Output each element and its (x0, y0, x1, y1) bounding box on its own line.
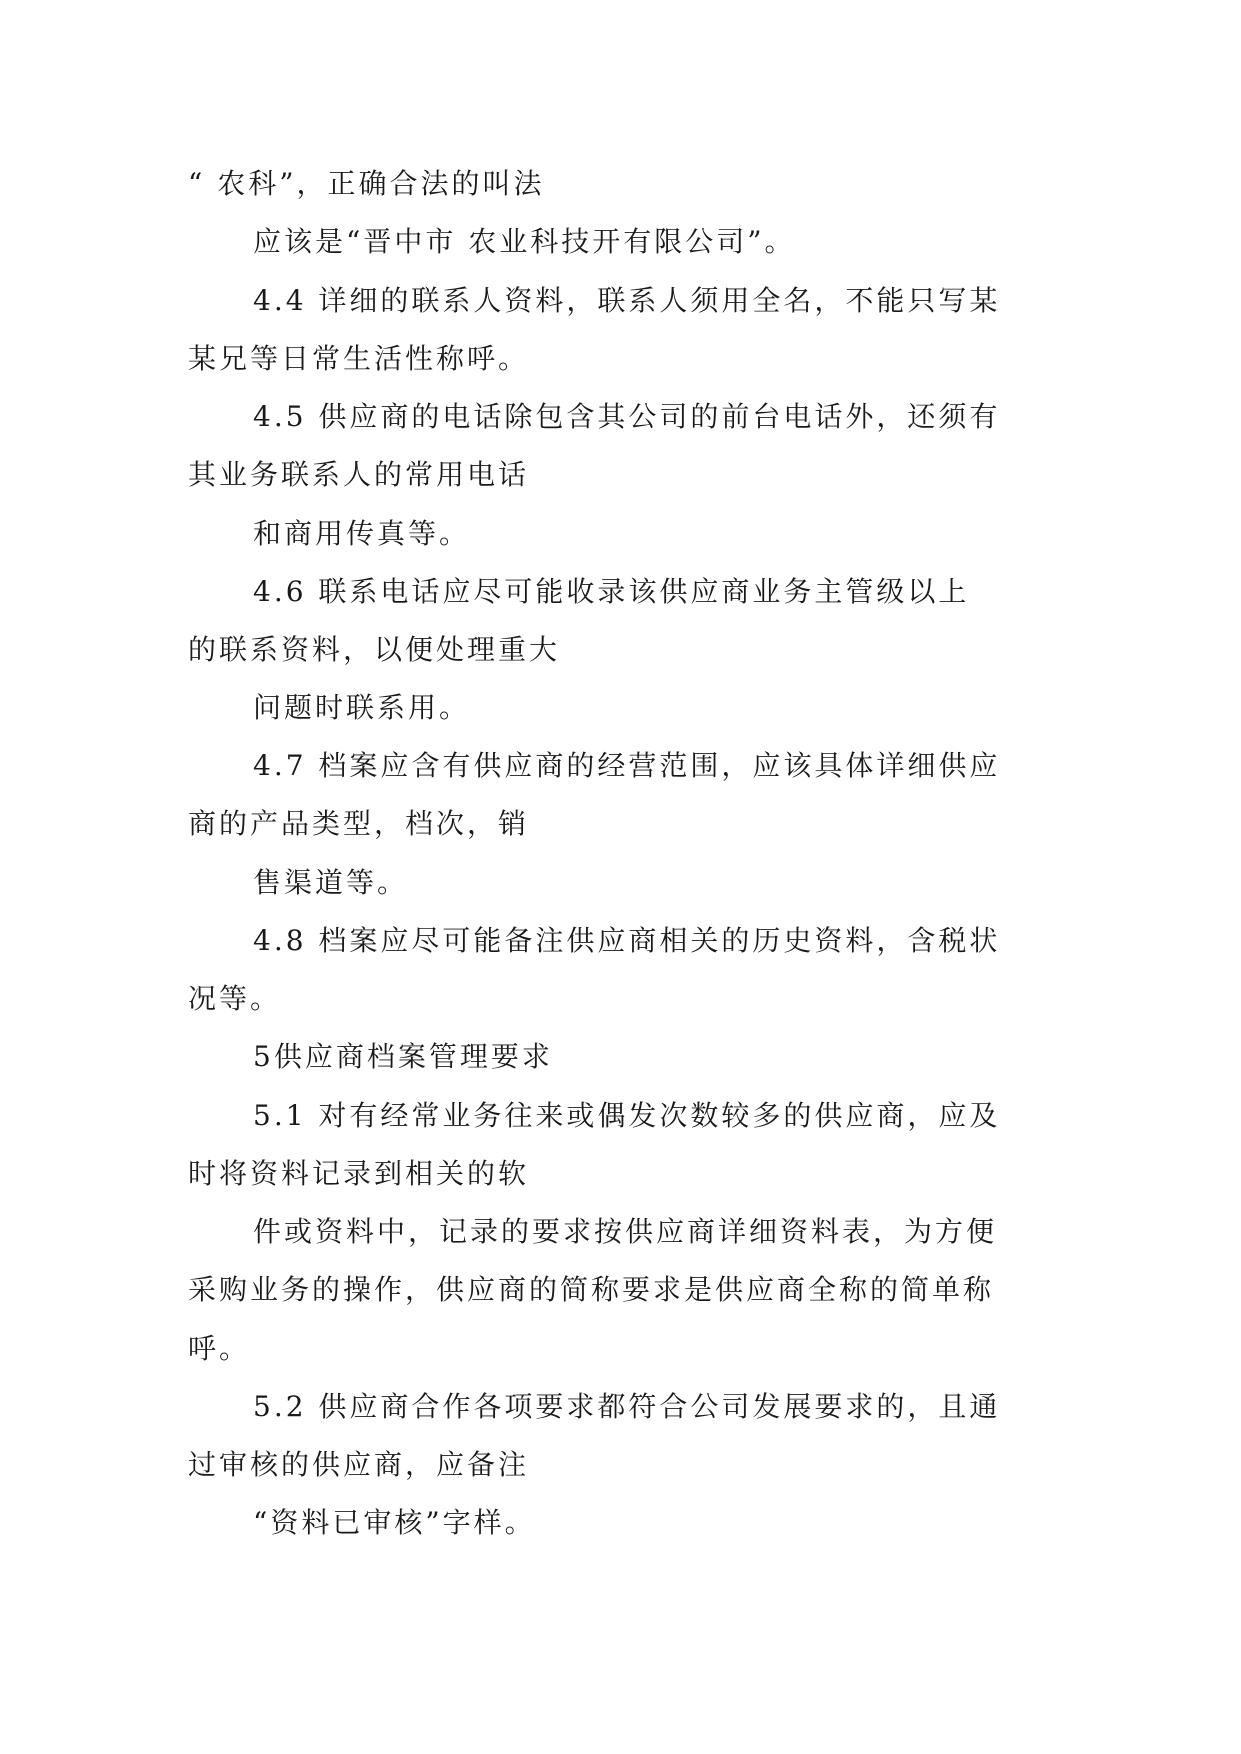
text-line: 5.1 对有经常业务往来或偶发次数较多的供应商，应及 (253, 1099, 1001, 1132)
text-line: 件或资料中，记录的要求按供应商详细资料表，为方便 (253, 1215, 998, 1248)
text-line: 时将资料记录到相关的软 (188, 1157, 530, 1190)
text-line: 售渠道等。 (253, 866, 409, 899)
text-line: 某兄等日常生活性称呼。 (188, 342, 530, 375)
text-line: 其业务联系人的常用电话 (188, 458, 530, 491)
text-line: 的联系资料，以便处理重大 (188, 633, 561, 666)
text-line: 4.8 档案应尽可能备注供应商相关的历史资料，含税状 (253, 924, 1001, 957)
text-line: 问题时联系用。 (253, 691, 471, 724)
text-line: 4.5 供应商的电话除包含其公司的前台电话外，还须有 (253, 400, 1001, 433)
text-line: 过审核的供应商，应备注 (188, 1448, 530, 1481)
text-line: 4.4 详细的联系人资料，联系人须用全名，不能只写某 (253, 284, 1001, 317)
text-line: 呼。 (188, 1332, 251, 1365)
text-line: “ 农科”，正确合法的叫法 (188, 167, 545, 200)
text-line: 4.6 联系电话应尽可能收录该供应商业务主管级以上 (253, 575, 970, 608)
text-line: 5.2 供应商合作各项要求都符合公司发展要求的，且通 (253, 1390, 1001, 1423)
text-line: 和商用传真等。 (253, 517, 471, 550)
text-line: “资料已审核”字样。 (253, 1506, 536, 1539)
text-line: 采购业务的操作，供应商的简称要求是供应商全称的简单称 (188, 1273, 995, 1306)
section-heading: 5供应商档案管理要求 (253, 1040, 553, 1073)
text-line: 况等。 (188, 982, 282, 1015)
text-line: 商的产品类型，档次，销 (188, 807, 530, 840)
text-line: 4.7 档案应含有供应商的经营范围，应该具体详细供应 (253, 749, 1001, 782)
text-line: 应该是“晋中市 农业科技开有限公司”。 (253, 225, 796, 258)
